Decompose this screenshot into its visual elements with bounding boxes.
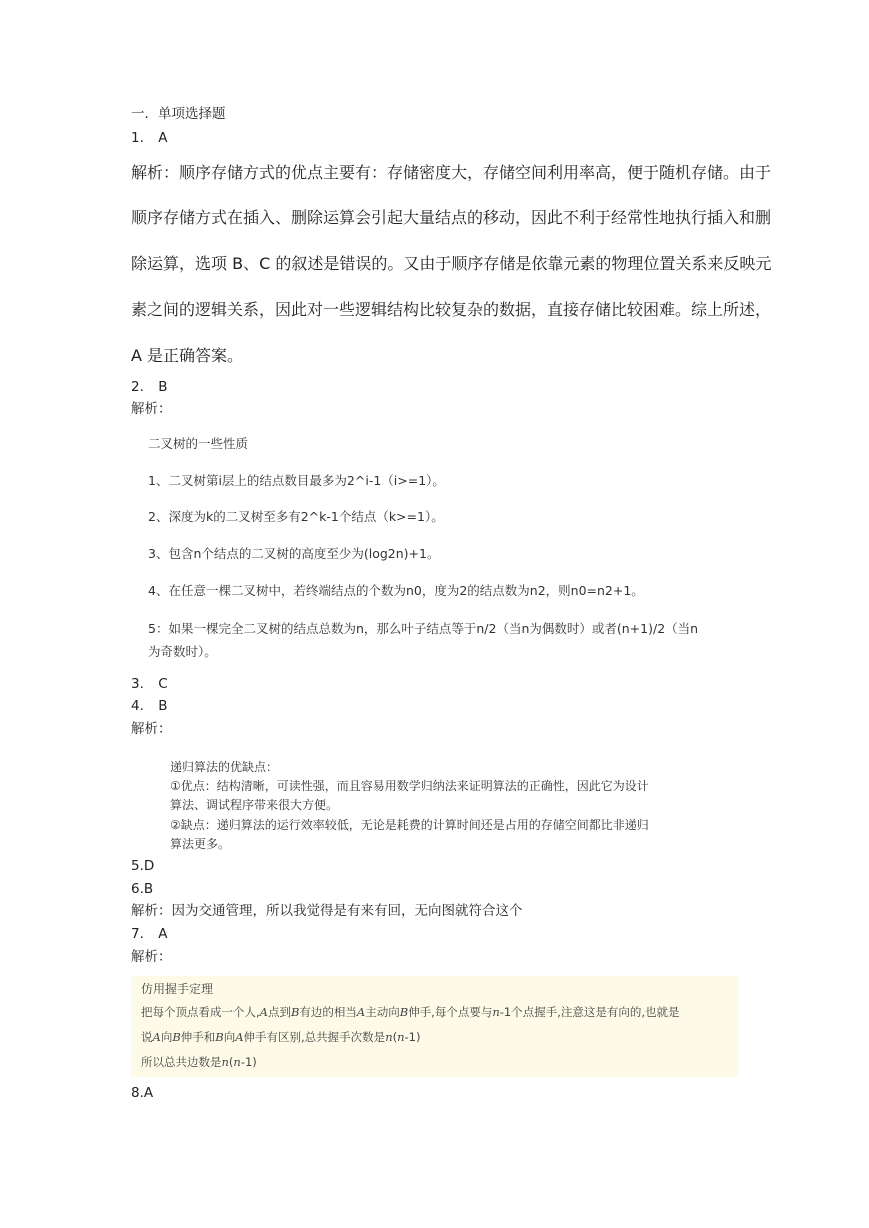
q2-item-5b: 为奇数时）。 [148, 644, 217, 659]
q4-box-title: 递归算法的优缺点： [170, 760, 279, 774]
q2-item-1: 1、二叉树第i层上的结点数目最多为2^i-1（i>=1）。 [148, 473, 445, 488]
q7-box-line-3: 所以总共边数是n(n-1) [141, 1055, 257, 1069]
q4-heading [131, 700, 167, 714]
q2-item-4: 4、在任意一棵二叉树中，若终端结点的个数为n0，度为2的结点数为n2，则n0=n2+1。 [148, 583, 644, 598]
q2-item-3: 3、包含n个结点的二叉树的高度至少为(log2n)+1。 [148, 546, 440, 561]
q4-number: 4. [131, 698, 144, 714]
q1-analysis-line-4: 素之间的逻辑关系，因此对一些逻辑结构比较复杂的数据，直接存储比较困难。综上所述， [131, 300, 772, 319]
q7-box-title: 仿用握手定理 [141, 982, 214, 996]
section-title: 一．单项选择题 [131, 106, 226, 122]
q7-analysis-label: 解析： [131, 949, 172, 965]
q1-answer: A [158, 130, 168, 146]
q1-analysis-line-5: A 是正确答案。 [131, 346, 244, 365]
q2-answer: B [158, 379, 168, 395]
q4-line-2: 算法、调试程序带来很大方便。 [170, 798, 339, 812]
q2-item-5a: 5：如果一棵完全二叉树的结点总数为n，那么叶子结点等于n/2（当n为偶数时）或者(n+1)/2（当n [148, 621, 699, 636]
q6-heading: 6.B [131, 881, 154, 897]
q7-heading [131, 928, 167, 942]
q3-heading [131, 678, 168, 692]
q3-number: 3. [131, 676, 144, 692]
q4-line-4: 算法更多。 [170, 837, 231, 851]
q2-analysis-label: 解析： [131, 401, 172, 417]
q6-analysis: 解析：因为交通管理，所以我觉得是有来有回，无向图就符合这个 [131, 903, 523, 919]
q4-line-1: ①优点：结构清晰，可读性强，而且容易用数学归纳法来证明算法的正确性，因此它为设计 [170, 779, 649, 793]
q2-number: 2. [131, 379, 144, 395]
q4-answer: B [158, 698, 168, 714]
q3-answer: C [158, 676, 168, 692]
q1-number: 1. [131, 130, 144, 146]
q1-analysis-line-1: 解析：顺序存储方式的优点主要有：存储密度大，存储空间利用率高，便于随机存储。由于 [131, 163, 772, 182]
q8-heading: 8.A [131, 1085, 154, 1101]
q7-box-line-1: 把每个顶点看成一个人,A点到B有边的相当A主动向B伸手,每个点要与n-1个点握手,注意这是有向的,也就是 [141, 1005, 680, 1019]
q1-analysis-line-3: 除运算，选项 B、C 的叙述是错误的。又由于顺序存储是依靠元素的物理位置关系来反映元 [131, 254, 772, 273]
q2-heading [131, 381, 167, 395]
q2-box-title: 二叉树的一些性质 [148, 436, 249, 451]
q4-analysis-label: 解析： [131, 721, 172, 737]
q4-line-3: ②缺点：递归算法的运行效率较低，无论是耗费的计算时间还是占用的存储空间都比非递归 [170, 818, 649, 832]
q7-box-line-2: 说A向B伸手和B向A伸手有区别,总共握手次数是n(n-1) [141, 1030, 421, 1044]
q7-number: 7. [131, 926, 144, 942]
q5-heading: 5.D [131, 858, 155, 874]
q2-item-2: 2、深度为k的二叉树至多有2^k-1个结点（k>=1）。 [148, 509, 444, 524]
q1-analysis-line-2: 顺序存储方式在插入、删除运算会引起大量结点的移动，因此不利于经常性地执行插入和删 [131, 208, 772, 227]
q1-heading [131, 132, 167, 146]
q7-answer: A [158, 926, 168, 942]
